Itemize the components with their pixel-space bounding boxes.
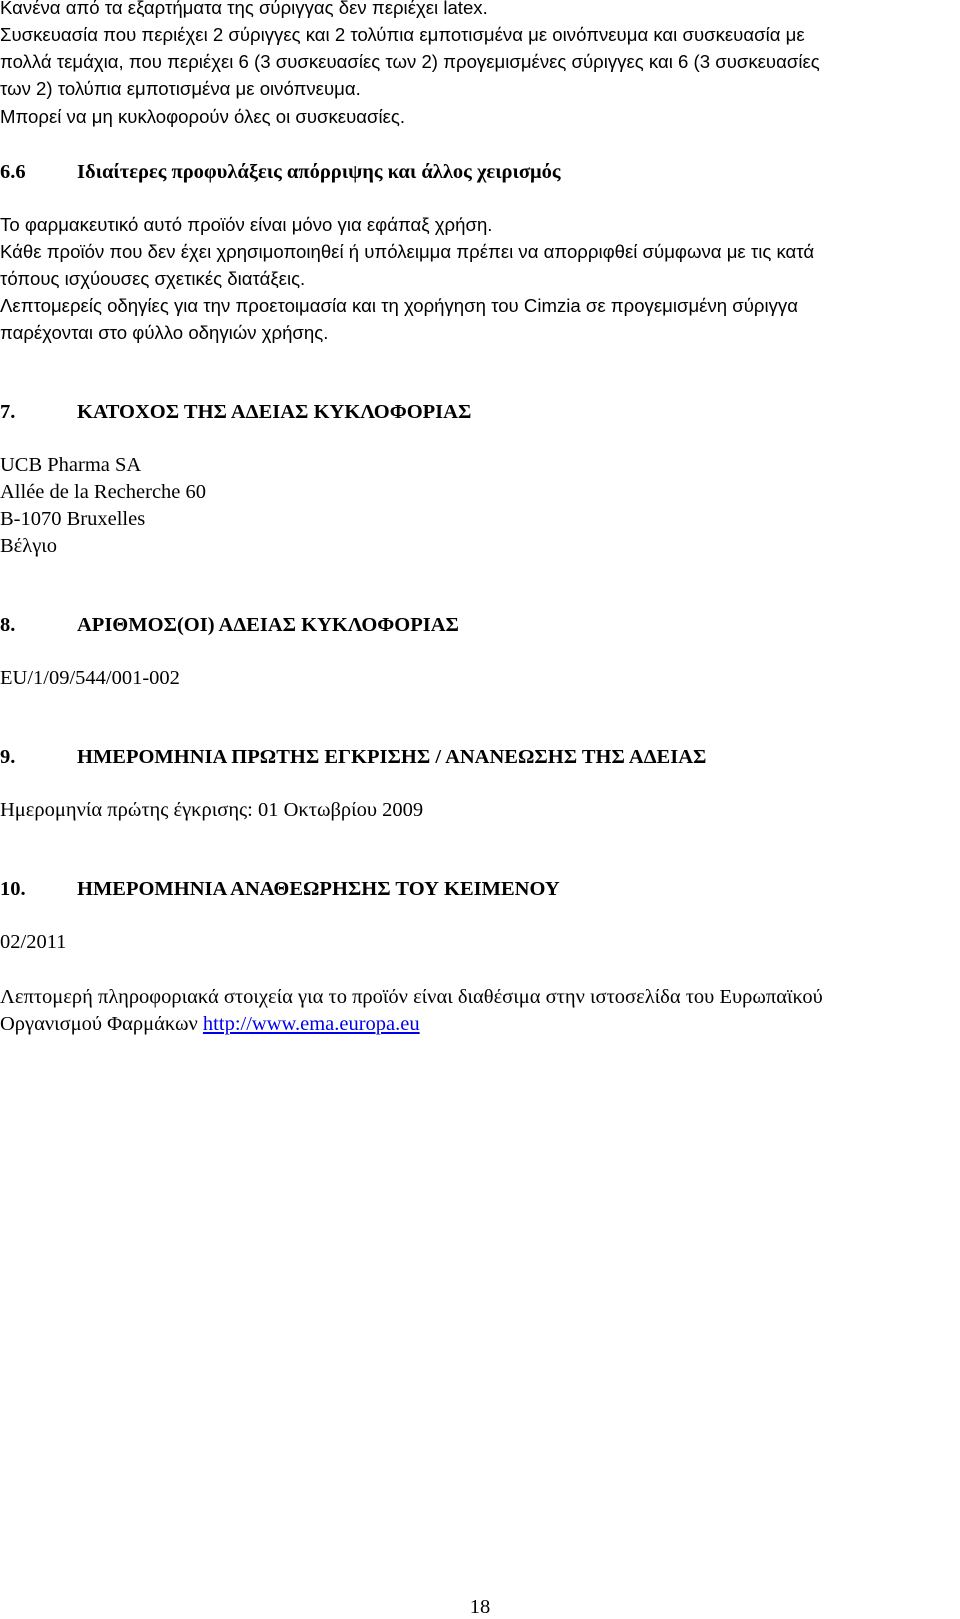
section-title: ΚΑΤΟΧΟΣ ΤΗΣ ΑΔΕΙΑΣ ΚΥΚΛΟΦΟΡΙΑΣ (77, 401, 472, 423)
mah-company: UCB Pharma SA (0, 454, 142, 476)
section-6-6-line-4: Λεπτομερείς οδηγίες για την προετοιμασία και τη χορήγηση του Cimzia σε προγεμισμένη σύριγγα (0, 295, 798, 316)
footer-info-prefix: Οργανισμού Φαρμάκων (0, 1013, 203, 1035)
page-number: 18 (469, 1596, 491, 1618)
section-title: Ιδιαίτερες προφυλάξεις απόρριψης και άλλος χειρισμός (77, 161, 561, 183)
section-number: 7. (0, 401, 16, 423)
packaging-line-5: Μπορεί να μη κυκλοφορούν όλες οι συσκευασίες. (0, 106, 406, 127)
section-6-6-line-3: τόπους ισχύουσες σχετικές διατάξεις. (0, 268, 306, 289)
section-6-6-line-5: παρέχονται στο φύλλο οδηγιών χρήσης. (0, 322, 329, 343)
mah-country: Βέλγιο (0, 535, 58, 557)
section-number: 10. (0, 878, 26, 900)
revision-date: 02/2011 (0, 931, 67, 953)
packaging-line-2: Συσκευασία που περιέχει 2 σύριγγες και 2 τολύπια εμποτισμένα με οινόπνευμα και συσκευασία με (0, 24, 805, 45)
section-number: 8. (0, 614, 16, 636)
section-title: ΑΡΙΘΜΟΣ(ΟΙ) ΑΔΕΙΑΣ ΚΥΚΛΟΦΟΡΙΑΣ (77, 614, 459, 636)
section-number: 9. (0, 746, 16, 768)
authorisation-number: EU/1/09/544/001-002 (0, 667, 180, 689)
section-number: 6.6 (0, 161, 26, 183)
first-authorisation-date: Ημερομηνία πρώτης έγκρισης: 01 Οκτωβρίου 2009 (0, 799, 424, 821)
section-6-6-line-1: Το φαρμακευτικό αυτό προϊόν είναι μόνο για εφάπαξ χρήση. (0, 214, 493, 235)
mah-street: Allée de la Recherche 60 (0, 481, 207, 503)
ema-website-link[interactable]: http://www.ema.europa.eu (202, 1013, 420, 1035)
packaging-line-4: των 2) τολύπια εμποτισμένα με οινόπνευμα. (0, 78, 361, 99)
mah-city: B-1070 Bruxelles (0, 508, 146, 530)
section-6-6-line-2: Κάθε προϊόν που δεν έχει χρησιμοποιηθεί ή υπόλειμμα πρέπει να απορριφθεί σύμφωνα με τις κατά (0, 241, 815, 262)
footer-info-line-1: Λεπτομερή πληροφοριακά στοιχεία για το προϊόν είναι διαθέσιμα στην ιστοσελίδα του Ευρωπαϊκού (0, 986, 823, 1008)
packaging-line-3: πολλά τεμάχια, που περιέχει 6 (3 συσκευασίες των 2) προγεμισμένες σύριγγες και 6 (3 συσκευασίες (0, 51, 820, 72)
footer-info-line-2 (0, 1010, 420, 1038)
section-title: ΗΜΕΡΟΜΗΝΙΑ ΠΡΩΤΗΣ ΕΓΚΡΙΣΗΣ / ΑΝΑΝΕΩΣΗΣ ΤΗΣ ΑΔΕΙΑΣ (77, 746, 707, 768)
section-title: ΗΜΕΡΟΜΗΝΙΑ ΑΝΑΘΕΩΡΗΣΗΣ ΤΟΥ ΚΕΙΜΕΝΟΥ (77, 878, 560, 900)
packaging-line-1: Κανένα από τα εξαρτήματα της σύριγγας δεν περιέχει latex. (0, 0, 488, 18)
